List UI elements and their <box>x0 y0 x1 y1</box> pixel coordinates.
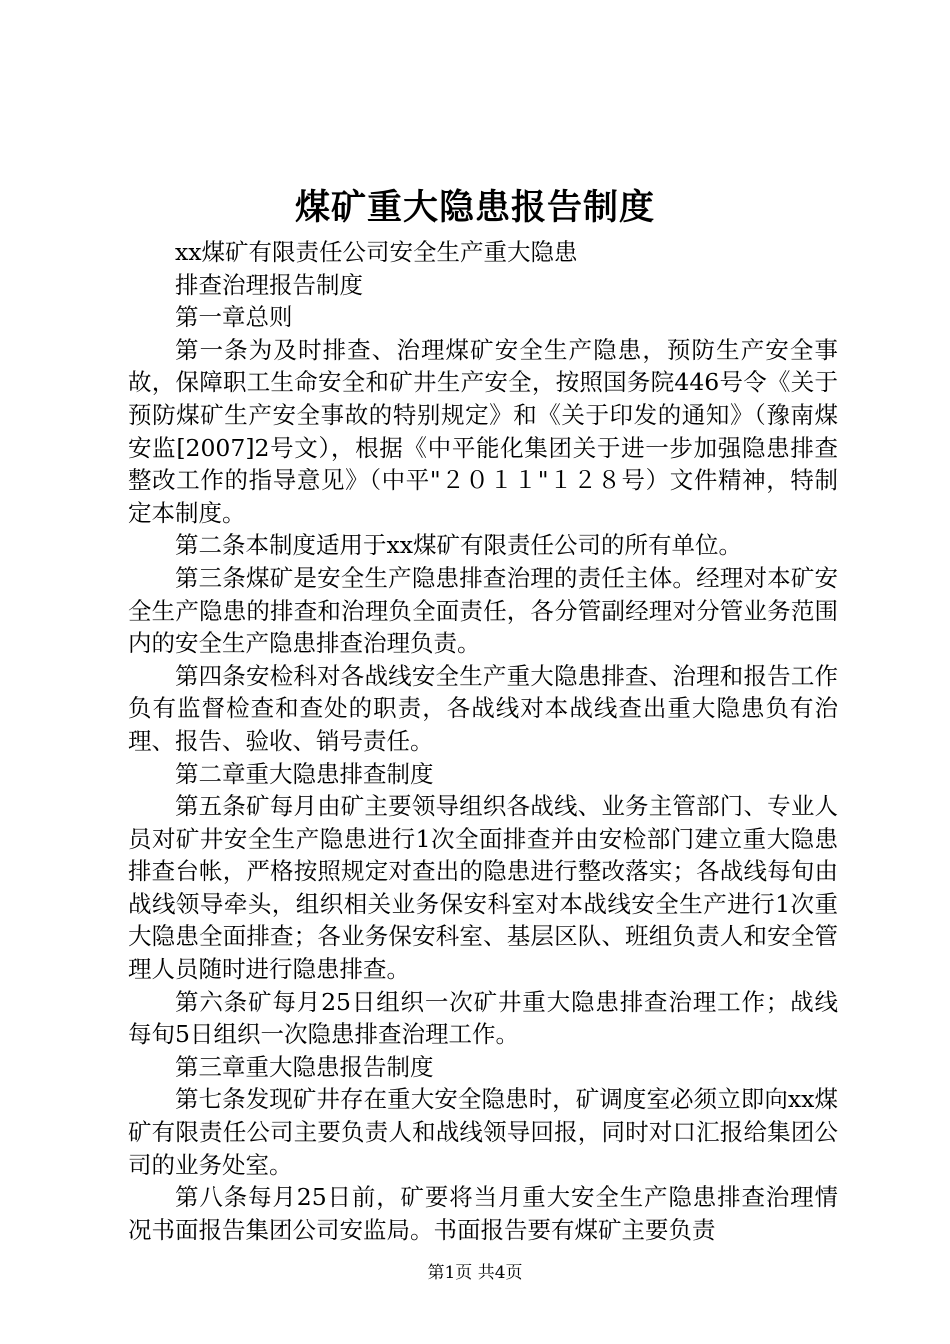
subtitle-line-1: xx煤矿有限责任公司安全生产重大隐患 <box>175 238 578 266</box>
article-4: 第四条安检科对各战线安全生产重大隐患排查、治理和报告工作负有监督检查和查处的职责，各战线对本战线查出重大隐患负有治理、报告、验收、销号责任。 <box>128 661 838 755</box>
article-5: 第五条矿每月由矿主要领导组织各战线、业务主管部门、专业人员对矿井安全生产隐患进行1次全面排查并由安检部门建立重大隐患排查台帐，严格按照规定对查出的隐患进行整改落实；各战线每旬由战线领导牵头，组织相关业务保安科室对本战线安全生产进行1次重大隐患全面排查；各业务保安科室、基层区队、班组负责人和安全管理人员随时进行隐患排查。 <box>128 792 838 984</box>
chapter-heading-1: 第一章总则 <box>175 303 293 332</box>
article-2: 第二条本制度适用于xx煤矿有限责任公司的所有单位。 <box>175 531 743 560</box>
article-3: 第三条煤矿是安全生产隐患排查治理的责任主体。经理对本矿安全生产隐患的排查和治理负全面责任，各分管副经理对分管业务范围内的安全生产隐患排查治理负责。 <box>128 563 838 658</box>
document-body <box>128 236 838 1246</box>
article-6: 第六条矿每月25日组织一次矿井重大隐患排查治理工作；战线每旬5日组织一次隐患排查治理工作。 <box>128 987 838 1049</box>
subtitle-line-2: 排查治理报告制度 <box>175 270 363 299</box>
chapter-heading-3: 第三章重大隐患报告制度 <box>175 1052 434 1081</box>
chapter-heading-2: 第二章重大隐患排查制度 <box>175 759 434 788</box>
article-8: 第八条每月25日前，矿要将当月重大安全生产隐患排查治理情况书面报告集团公司安监局。书面报告要有煤矿主要负责 <box>128 1183 838 1244</box>
page-title: 煤矿重大隐患报告制度 <box>294 187 655 228</box>
article-7: 第七条发现矿井存在重大安全隐患时，矿调度室必须立即向xx煤矿有限责任公司主要负责人和战线领导回报，同时对口汇报给集团公司的业务处室。 <box>128 1085 838 1179</box>
article-1: 第一条为及时排查、治理煤矿安全生产隐患，预防生产安全事故，保障职工生命安全和矿井生产安全，按照国务院446号令《关于预防煤矿生产安全事故的特别规定》和《关于印发的通知》（豫南煤安监[2007]2号文），根据《中平能化集团关于进一步加强隐患排查整改工作的指导意见》（中平"２０１１"１２８号）文件精神，特制定本制度。 <box>128 335 838 527</box>
page-footer: 第1页 共4页 <box>427 1263 523 1283</box>
